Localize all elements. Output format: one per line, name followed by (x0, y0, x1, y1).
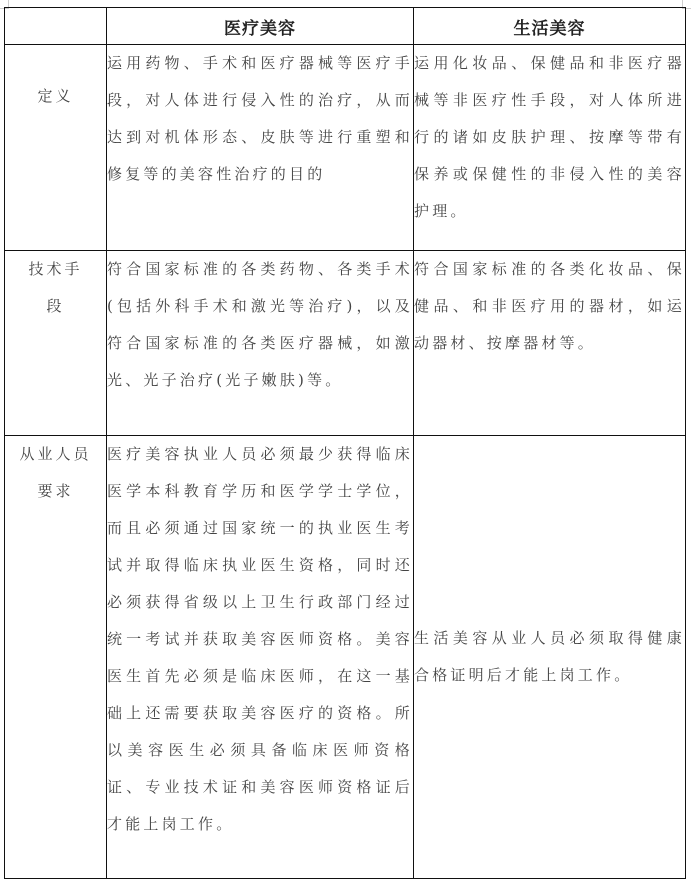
cell-medical-definition: 运用药物、手术和医疗器械等医疗手段，对人体进行侵入性的治疗，从而达到对机体形态、皮肤等进行重塑和修复等的美容性治疗的目的 (107, 45, 414, 251)
row-label-definition: 定义 (5, 45, 107, 251)
row-label-text: 技术手段 (28, 260, 83, 315)
header-row (5, 8, 686, 45)
header-lifestyle-beauty: 生活美容 (414, 8, 686, 45)
header-medical-beauty: 医疗美容 (107, 8, 414, 45)
comparison-table (4, 7, 686, 879)
cell-lifestyle-definition: 运用化妆品、保健品和非医疗器械等非医疗性手段，对人体所进行的诸如皮肤护理、按摩等带有保养或保健性的非侵入性的美容护理。 (414, 45, 686, 251)
cell-lifestyle-staff-requirements: 生活美容从业人员必须取得健康合格证明后才能上岗工作。 (414, 436, 686, 879)
row-label-staff-requirements (5, 436, 107, 879)
table-row-definition (5, 45, 686, 251)
table-row-staff-requirements (5, 436, 686, 879)
header-empty (5, 8, 107, 45)
table-row-technical-means (5, 251, 686, 436)
row-label-technical-means (5, 251, 107, 436)
cell-lifestyle-technical-means: 符合国家标准的各类化妆品、保健品、和非医疗用的器材，如运动器材、按摩器材等。 (414, 251, 686, 436)
cell-medical-staff-requirements: 医疗美容执业人员必须最少获得临床医学本科教育学历和医学学士学位，而且必须通过国家统一的执业医生考试并取得临床执业医生资格，同时还必须获得省级以上卫生行政部门经过统一考试并获取美容医师资格。美容医生首先必须是临床医师，在这一基础上还需要获取美容医疗的资格。所以美容医生必须具备临床医师资格证、专业技术证和美容医师资格证后才能上岗工作。 (107, 436, 414, 879)
cell-medical-technical-means: 符合国家标准的各类药物、各类手术(包括外科手术和激光等治疗)，以及符合国家标准的各类医疗器械，如激光、光子治疗(光子嫩肤)等。 (107, 251, 414, 436)
row-label-text: 从业人员要求 (19, 445, 92, 500)
